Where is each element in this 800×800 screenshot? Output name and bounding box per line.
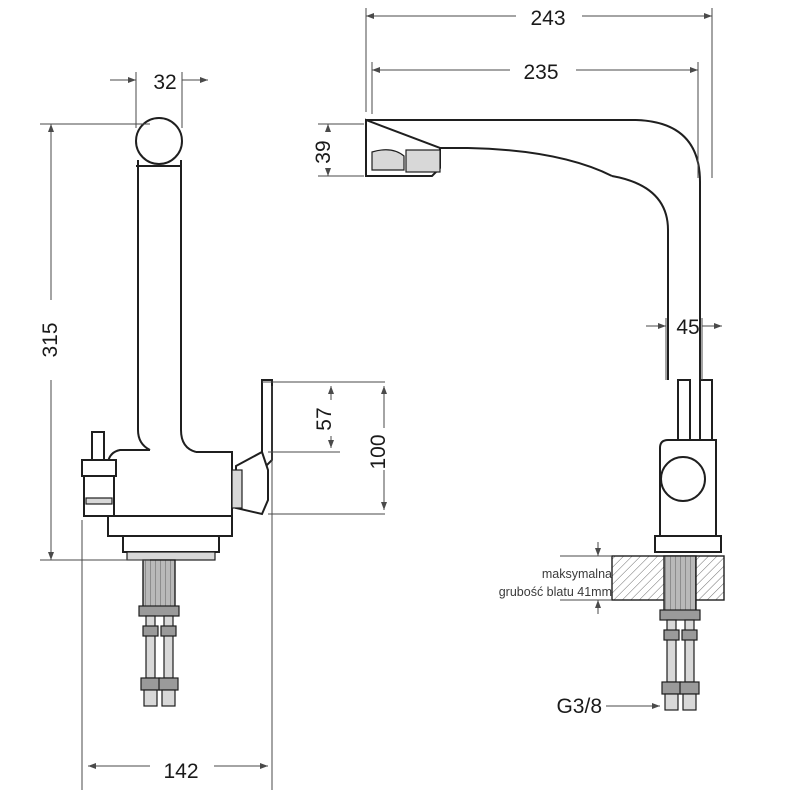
worktop-note-line2: grubość blatu 41mm: [498, 585, 612, 599]
right-view-dimensions: [318, 8, 722, 706]
right-view-geometry: [366, 120, 724, 710]
dimension-label-57: 57: [313, 407, 336, 431]
dimension-label-243: 243: [530, 7, 566, 30]
dimension-label-100: 100: [367, 434, 390, 470]
dimension-label-39: 39: [312, 140, 335, 164]
dimension-label-235: 235: [523, 61, 559, 84]
dimension-label-45: 45: [676, 316, 700, 339]
thread-spec-label: G3/8: [556, 695, 602, 718]
left-view-geometry: [82, 118, 272, 706]
dimension-label-315: 315: [39, 322, 62, 358]
dimension-label-32: 32: [153, 71, 177, 94]
worktop-note-line1: maksymalna: [541, 567, 612, 581]
dimension-label-142: 142: [163, 760, 199, 783]
